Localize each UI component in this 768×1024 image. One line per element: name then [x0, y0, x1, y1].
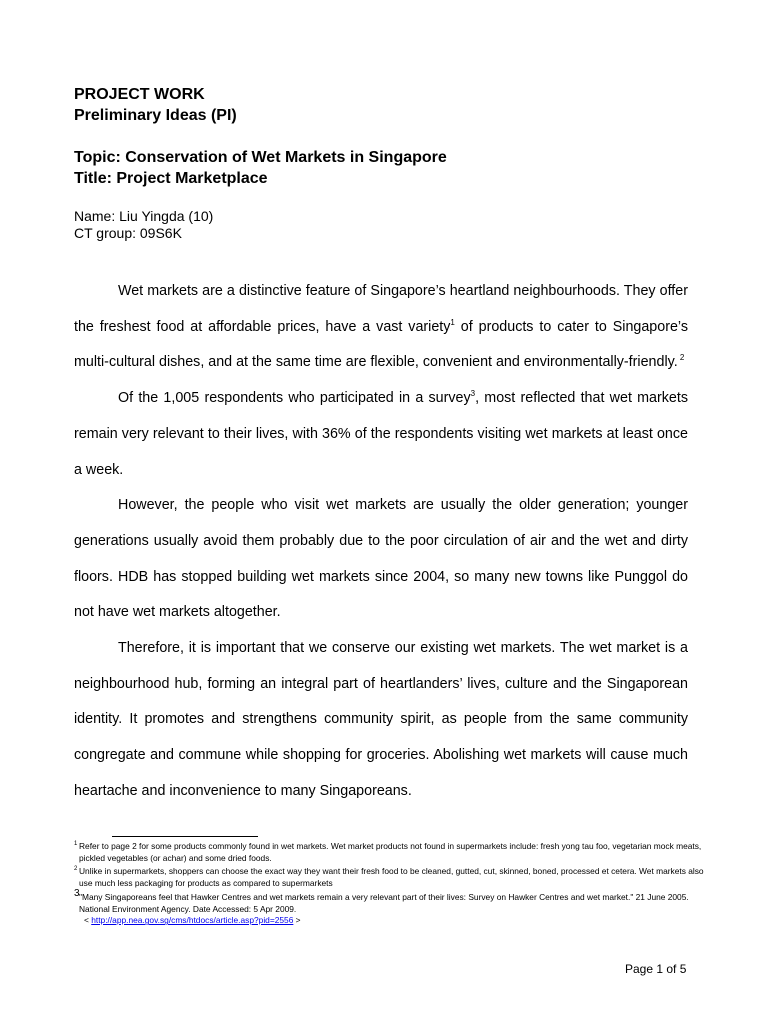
footnote-ref-3: 3 — [470, 389, 476, 399]
title-heading: Title: Project Marketplace — [74, 170, 268, 187]
footnote-2 — [74, 866, 714, 889]
footnote-ref-1: 1 — [450, 317, 455, 327]
footnote-ref-2: 2 — [677, 353, 685, 363]
paragraph-2-text-a: Of the 1,005 respondents who participated in a survey — [118, 390, 471, 407]
ct-group: CT group: 09S6K — [74, 225, 182, 241]
footnote-1-text: Refer to page 2 for some products commonly found in wet markets. Wet market products not found in supermarkets include: fresh yong tau foo, vegetarian mock meats, pickled vegetables (or achar) and some dried foods. — [79, 841, 702, 863]
footnote-separator — [112, 836, 258, 837]
footnote-1 — [74, 841, 714, 864]
topic-heading: Topic: Conservation of Wet Markets in Singapore — [74, 149, 447, 166]
paragraph-1 — [74, 274, 688, 381]
body-text — [74, 274, 688, 810]
footnotes — [74, 841, 714, 929]
footnote-1-mark: 1 — [74, 841, 78, 847]
paragraph-1-text-a: Wet markets are a distinctive feature of Singapore’s heartland neighbourhoods. They offer the freshest food at affordable prices, have a vast variety — [74, 283, 688, 335]
page-number: Page 1 of 5 — [625, 962, 687, 976]
footnote-2-mark: 2 — [74, 866, 78, 873]
footnote-3-mark: 3 — [74, 887, 80, 899]
footnote-3-link-line — [79, 915, 714, 927]
paragraph-4: Therefore, it is important that we conserve our existing wet markets. The wet market is a neighbourhood hub, forming an integral part of heartlanders’ lives, culture and the Singaporean identity. It promotes and strengthens community spirit, as people from the same community congregate and commune while shopping for groceries. Abolishing wet markets will cause much heartache and inconvenience to many Singaporeans. — [74, 640, 688, 799]
paragraph-2-text-b: , most reflected that wet markets remain very relevant to their lives, with 36% of the respondents visiting wet markets at least once a week. — [74, 390, 688, 478]
footnote-3-text: "Many Singaporeans feel that Hawker Centres and wet markets remain a very relevant part of their lives: Survey on Hawker Centres and wet market." 21 June 2005. National Environment Agency. Date Accessed: 5 Apr 2009. — [79, 891, 689, 914]
footnote-3-link-open: < — [84, 915, 92, 926]
paragraph-3: However, the people who visit wet markets are usually the older generation; younger generations usually avoid them probably due to the poor circulation of air and the wet and dirty floors. HDB has stopped building wet markets since 2004, so many new towns like Punggol do not have wet markets altogether. — [74, 497, 688, 621]
footnote-3 — [74, 887, 714, 927]
footnote-3-link-close: > — [293, 915, 301, 926]
footnote-3-link[interactable]: http://app.nea.gov.sg/cms/htdocs/article.asp?pid=2556 — [91, 915, 294, 926]
preliminary-ideas-heading: Preliminary Ideas (PI) — [74, 107, 237, 124]
footnote-2-text: Unlike in supermarkets, shoppers can choose the exact way they want their fresh food to be cleaned, gutted, cut, skinned, boned, processed et cetera. Wet markets also use much less packaging for products as compared to supermarkets — [79, 866, 704, 889]
paragraph-1-text-b: of products to cater to Singapore’s multi-cultural dishes, and at the same time are flexible, convenient and environmentally-friendly. — [74, 318, 688, 371]
paragraph-2 — [74, 381, 688, 488]
author-name: Name: Liu Yingda (10) — [74, 208, 214, 224]
project-work-heading: PROJECT WORK — [74, 86, 205, 103]
